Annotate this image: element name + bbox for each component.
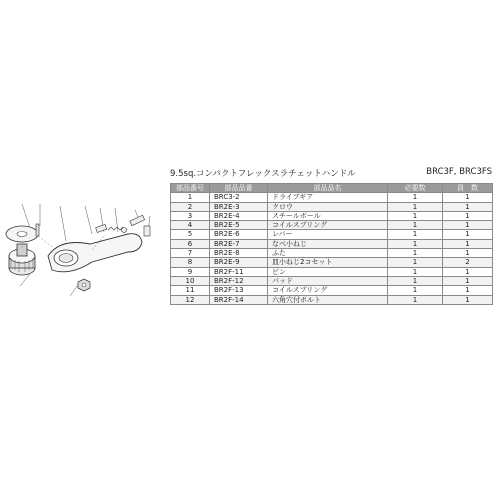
cell-part-name: ふた <box>268 249 388 258</box>
cell-part-number: 12 <box>171 295 210 304</box>
table-row <box>171 267 493 276</box>
col-required-qty: 必要数 <box>388 184 443 193</box>
cell-part-code: BR2E-3 <box>210 202 268 211</box>
cell-part-code: BR2E-5 <box>210 221 268 230</box>
cell-required-qty: 1 <box>388 211 443 220</box>
cell-required-qty: 1 <box>388 221 443 230</box>
table-row <box>171 193 493 202</box>
cell-required-qty: 1 <box>388 230 443 239</box>
cell-part-code: BR2E-6 <box>210 230 268 239</box>
table-row <box>171 211 493 220</box>
cell-quantity: 1 <box>443 267 493 276</box>
cell-quantity: 2 <box>443 258 493 267</box>
cell-required-qty: 1 <box>388 258 443 267</box>
cell-quantity: 1 <box>443 230 493 239</box>
cell-part-number: 1 <box>171 193 210 202</box>
cell-part-code: BR2F-11 <box>210 267 268 276</box>
table-row <box>171 258 493 267</box>
cell-part-code: BR2E-4 <box>210 211 268 220</box>
col-part-number: 部品番号 <box>171 184 210 193</box>
cell-part-code: BR2F-14 <box>210 295 268 304</box>
cell-quantity: 1 <box>443 211 493 220</box>
table-row <box>171 249 493 258</box>
cell-part-number: 9 <box>171 267 210 276</box>
ratchet-head <box>48 234 142 272</box>
cell-quantity: 1 <box>443 286 493 295</box>
cell-part-name: レバー <box>268 230 388 239</box>
cell-required-qty: 1 <box>388 295 443 304</box>
cell-quantity: 1 <box>443 239 493 248</box>
exploded-parts-diagram <box>0 186 170 316</box>
cell-part-number: 11 <box>171 286 210 295</box>
parts-table <box>170 183 493 305</box>
pawl-and-springs <box>96 215 150 236</box>
cell-part-number: 4 <box>171 221 210 230</box>
cell-quantity: 1 <box>443 221 493 230</box>
cell-part-number: 6 <box>171 239 210 248</box>
cell-quantity: 1 <box>443 193 493 202</box>
cell-part-number: 10 <box>171 276 210 285</box>
cell-part-name: ドライブギア <box>268 193 388 202</box>
table-row <box>171 239 493 248</box>
cell-part-name: パッド <box>268 276 388 285</box>
cell-part-number: 2 <box>171 202 210 211</box>
model-numbers: BRC3F, BRC3FS <box>426 167 492 177</box>
col-quantity: 員 数 <box>443 184 493 193</box>
table-row <box>171 221 493 230</box>
cell-part-name: コイルスプリング <box>268 286 388 295</box>
cell-part-number: 7 <box>171 249 210 258</box>
cell-part-name: 六角穴付ボルト <box>268 295 388 304</box>
hex-bolt <box>78 279 90 291</box>
cell-part-number: 5 <box>171 230 210 239</box>
cell-quantity: 1 <box>443 249 493 258</box>
cell-quantity: 1 <box>443 276 493 285</box>
parts-table-header <box>171 184 493 193</box>
cell-part-code: BR2F-13 <box>210 286 268 295</box>
product-title: 9.5sq.コンパクトフレックスラチェットハンドル <box>170 169 356 179</box>
col-part-code: 部品品番 <box>210 184 268 193</box>
cell-part-name: スチールボール <box>268 211 388 220</box>
cell-part-number: 3 <box>171 211 210 220</box>
col-part-name: 部品品名 <box>268 184 388 193</box>
cell-part-code: BRC3-2 <box>210 193 268 202</box>
cell-required-qty: 1 <box>388 249 443 258</box>
cell-part-name: クロウ <box>268 202 388 211</box>
cell-required-qty: 1 <box>388 286 443 295</box>
cell-required-qty: 1 <box>388 239 443 248</box>
cell-part-name: なべ小ねじ <box>268 239 388 248</box>
cell-part-code: BR2E-8 <box>210 249 268 258</box>
table-row <box>171 276 493 285</box>
table-row <box>171 230 493 239</box>
cell-required-qty: 1 <box>388 267 443 276</box>
cell-part-code: BR2E-9 <box>210 258 268 267</box>
cell-required-qty: 1 <box>388 276 443 285</box>
cell-quantity: 1 <box>443 202 493 211</box>
screw <box>36 224 39 236</box>
cell-part-number: 8 <box>171 258 210 267</box>
table-row <box>171 286 493 295</box>
drive-gear <box>9 244 35 275</box>
cell-part-name: 皿小ねじ2コセット <box>268 258 388 267</box>
cell-required-qty: 1 <box>388 193 443 202</box>
cell-part-code: BR2E-7 <box>210 239 268 248</box>
table-row <box>171 202 493 211</box>
table-row <box>171 295 493 304</box>
cell-part-name: ピン <box>268 267 388 276</box>
cell-required-qty: 1 <box>388 202 443 211</box>
cell-part-code: BR2F-12 <box>210 276 268 285</box>
cell-quantity: 1 <box>443 295 493 304</box>
cell-part-name: コイルスプリング <box>268 221 388 230</box>
